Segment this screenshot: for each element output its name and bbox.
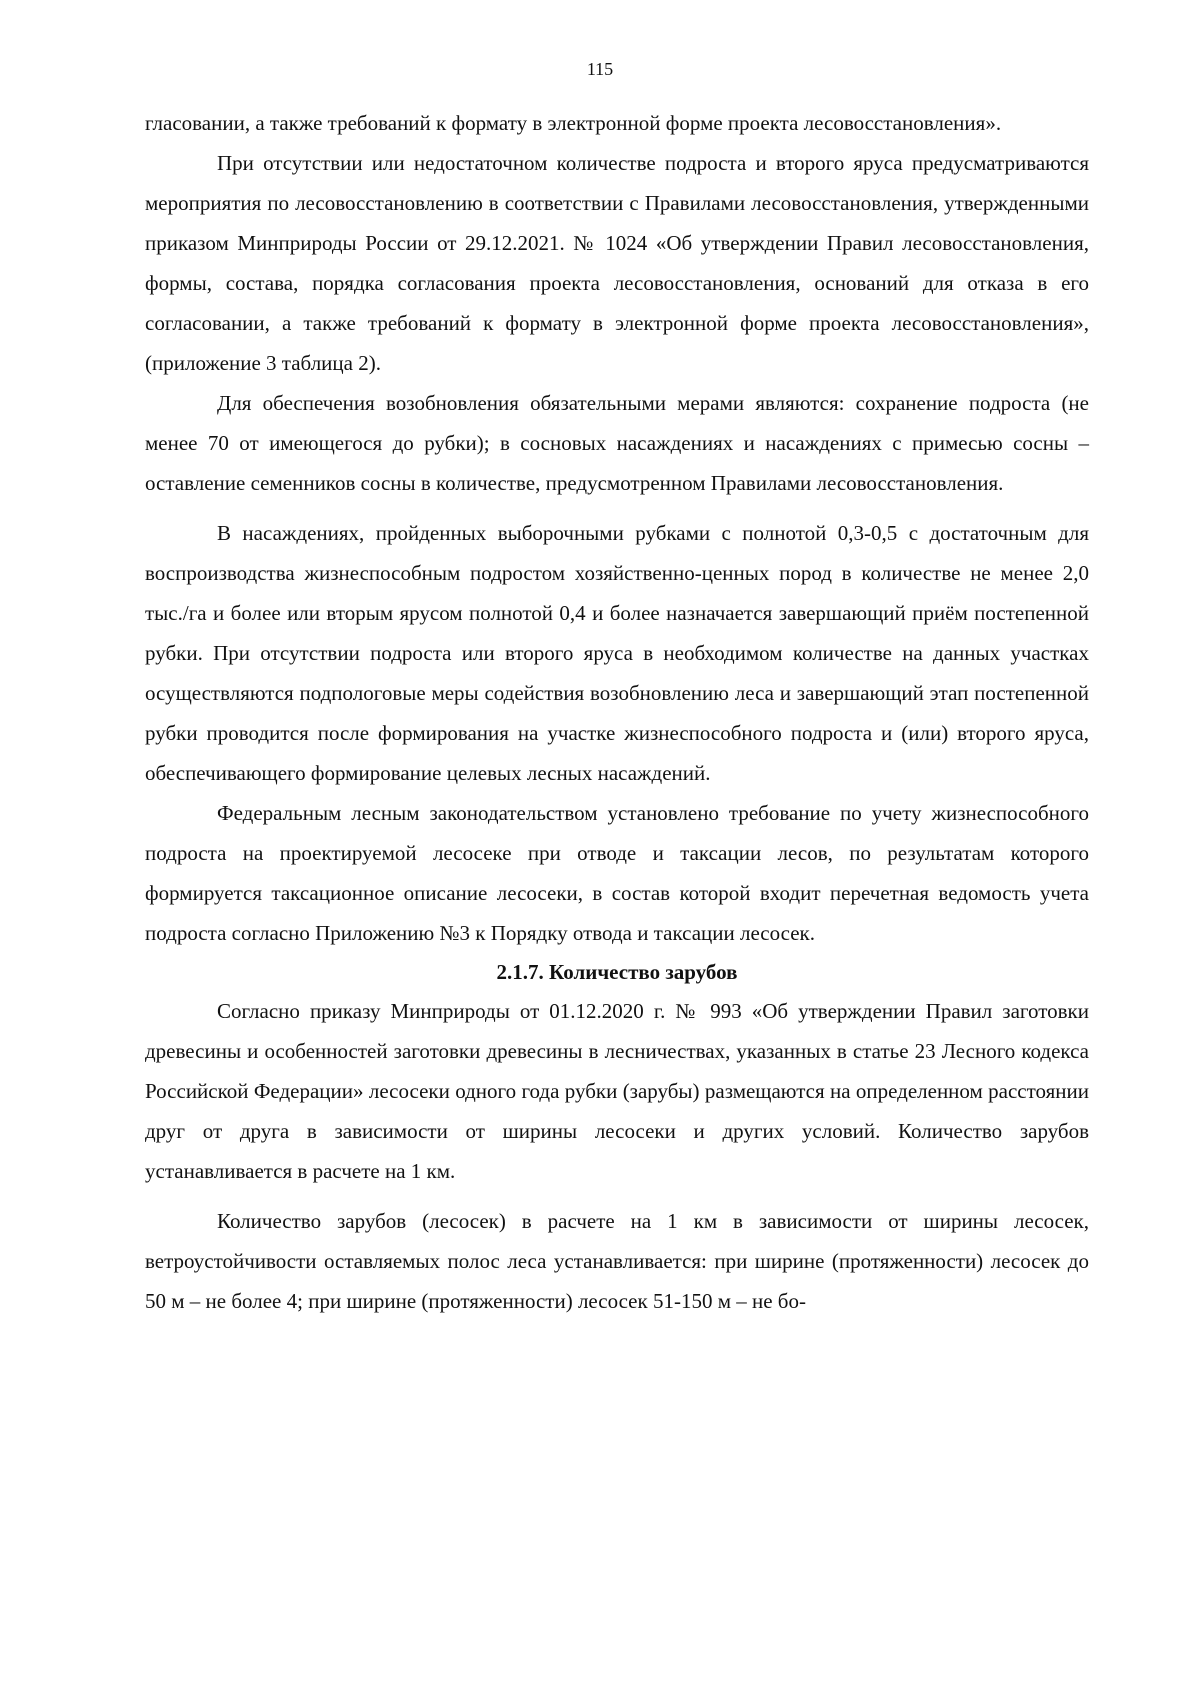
paragraph-continuation: гласовании, а также требований к формату в электронной форме проекта лесовосстановления». (145, 111, 1002, 135)
page-number: 115 (586, 59, 614, 79)
paragraph-cuttings-count: Количество зарубов (лесосек) в расчете на 1 км в зависимости от ширины лесосек, ветроустойчивости оставляемых полос леса устанавливается: при ширине (протяженности) лесосек до 50 м – не более 4; при ширине (протяженности) лесосек 51-150 м – не бо- (145, 1209, 1089, 1313)
paragraph-federal-legislation: Федеральным лесным законодательством установлено требование по учету жизнеспособного подроста на проектируемой лесосеке при отводе и таксации лесов, по результатам которого формируется таксационное описание лесосеки, в состав которой входит перечетная ведомость учета подроста согласно Приложению №3 к Порядку отвода и таксации лесосек. (145, 801, 1089, 945)
section-heading: 2.1.7. Количество зарубов (496, 960, 738, 984)
document-body (145, 103, 1089, 1321)
paragraph-reforestation-measures: При отсутствии или недостаточном количестве подроста и второго яруса предусматриваются мероприятия по лесовосстановлению в соответствии с Правилами лесовосстановления, утвержденными приказом Минприроды России от 29.12.2021. № 1024 «Об утверждении Правил лесовосстановления, формы, состава, порядка согласования проекта лесовосстановления, оснований для отказа в его согласовании, а также требований к формату в электронной форме проекта лесовосстановления», (приложение 3 таблица 2). (145, 151, 1089, 375)
paragraph-order-993: Согласно приказу Минприроды от 01.12.2020 г. № 993 «Об утверждении Правил заготовки древесины и особенностей заготовки древесины в лесничествах, указанных в статье 23 Лесного кодекса Российской Федерации» лесосеки одного года рубки (зарубы) размещаются на определенном расстоянии друг от друга в зависимости от ширины лесосеки и других условий. Количество зарубов устанавливается в расчете на 1 км. (145, 999, 1089, 1183)
paragraph-selective-cuttings: В насаждениях, пройденных выборочными рубками с полнотой 0,3-0,5 с достаточным для воспроизводства жизнеспособным подростом хозяйственно-ценных пород в количестве не менее 2,0 тыс./га и более или вторым ярусом полнотой 0,4 и более назначается завершающий приём постепенной рубки. При отсутствии подроста или второго яруса в необходимом количестве на данных участках осуществляются подпологовые меры содействия возобновлению леса и завершающий этап постепенной рубки проводится после формирования на участке жизнеспособного подроста и (или) второго яруса, обеспечивающего формирование целевых лесных насаждений. (145, 521, 1089, 785)
paragraph-regeneration-measures: Для обеспечения возобновления обязательными мерами являются: сохранение подроста (не менее 70 от имеющегося до рубки); в сосновых насаждениях и насаждениях с примесью сосны – оставление семенников сосны в количестве, предусмотренном Правилами лесовосстановления. (145, 391, 1089, 495)
